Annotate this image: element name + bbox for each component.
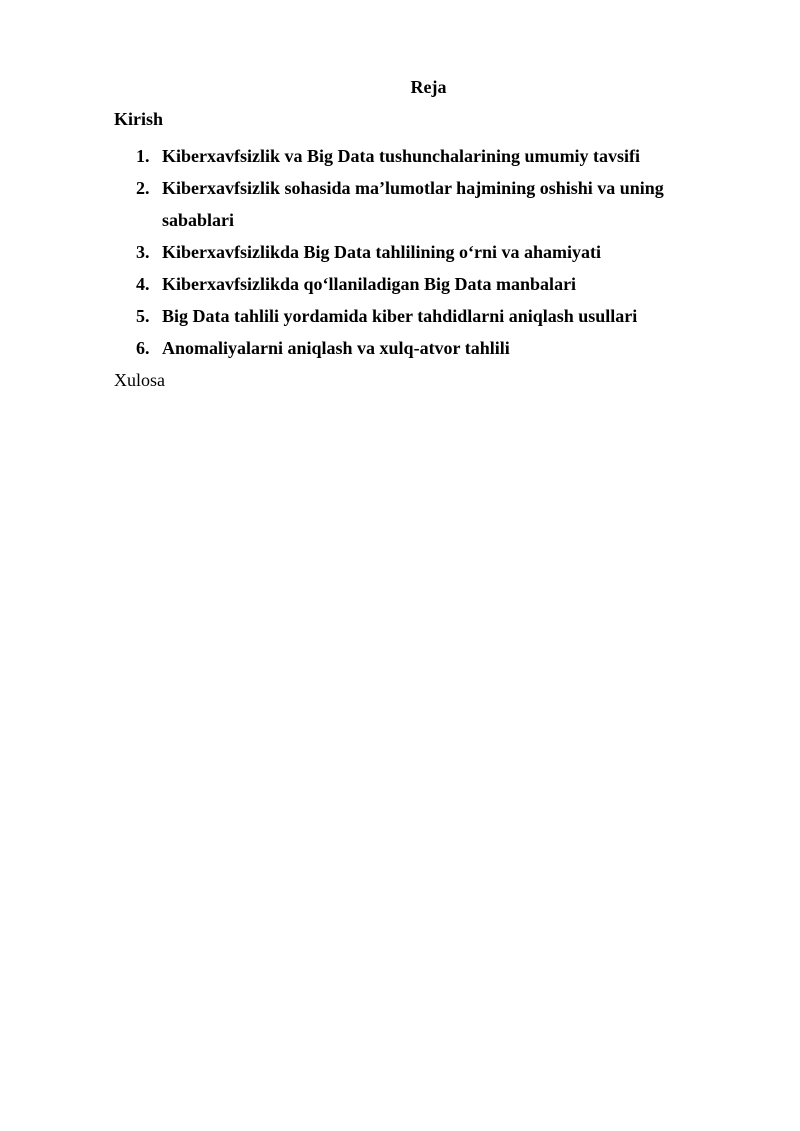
list-item xyxy=(114,236,714,268)
intro-heading: Kirish xyxy=(114,109,164,129)
list-item-number: 1. xyxy=(136,146,150,166)
list-item-text: Anomaliyalarni aniqlash va xulq-atvor tahlili xyxy=(162,338,510,358)
list-item-number: 6. xyxy=(136,338,150,358)
list-item-number: 5. xyxy=(136,306,150,326)
list-item xyxy=(114,300,714,332)
list-item-text: Kiberxavfsizlikda qo‘llaniladigan Big Data manbalari xyxy=(162,274,577,294)
list-item-number: 3. xyxy=(136,242,150,262)
list-item-text: Kiberxavfsizlik sohasida ma’lumotlar hajmining oshishi va uning sabablari xyxy=(162,178,664,230)
list-item xyxy=(114,172,714,236)
list-item xyxy=(114,332,714,364)
list-item-number: 2. xyxy=(136,178,150,198)
list-item xyxy=(114,140,714,172)
list-item-text: Big Data tahlili yordamida kiber tahdidlarni aniqlash usullari xyxy=(162,306,638,326)
page-title: Reja xyxy=(410,77,447,97)
list-item-text: Kiberxavfsizlik va Big Data tushunchalarining umumiy tavsifi xyxy=(162,146,641,166)
conclusion-heading: Xulosa xyxy=(114,370,165,390)
list-item xyxy=(114,268,714,300)
list-item-number: 4. xyxy=(136,274,150,294)
plan-list xyxy=(114,140,714,364)
list-item-text: Kiberxavfsizlikda Big Data tahlilining o‘rni va ahamiyati xyxy=(162,242,602,262)
